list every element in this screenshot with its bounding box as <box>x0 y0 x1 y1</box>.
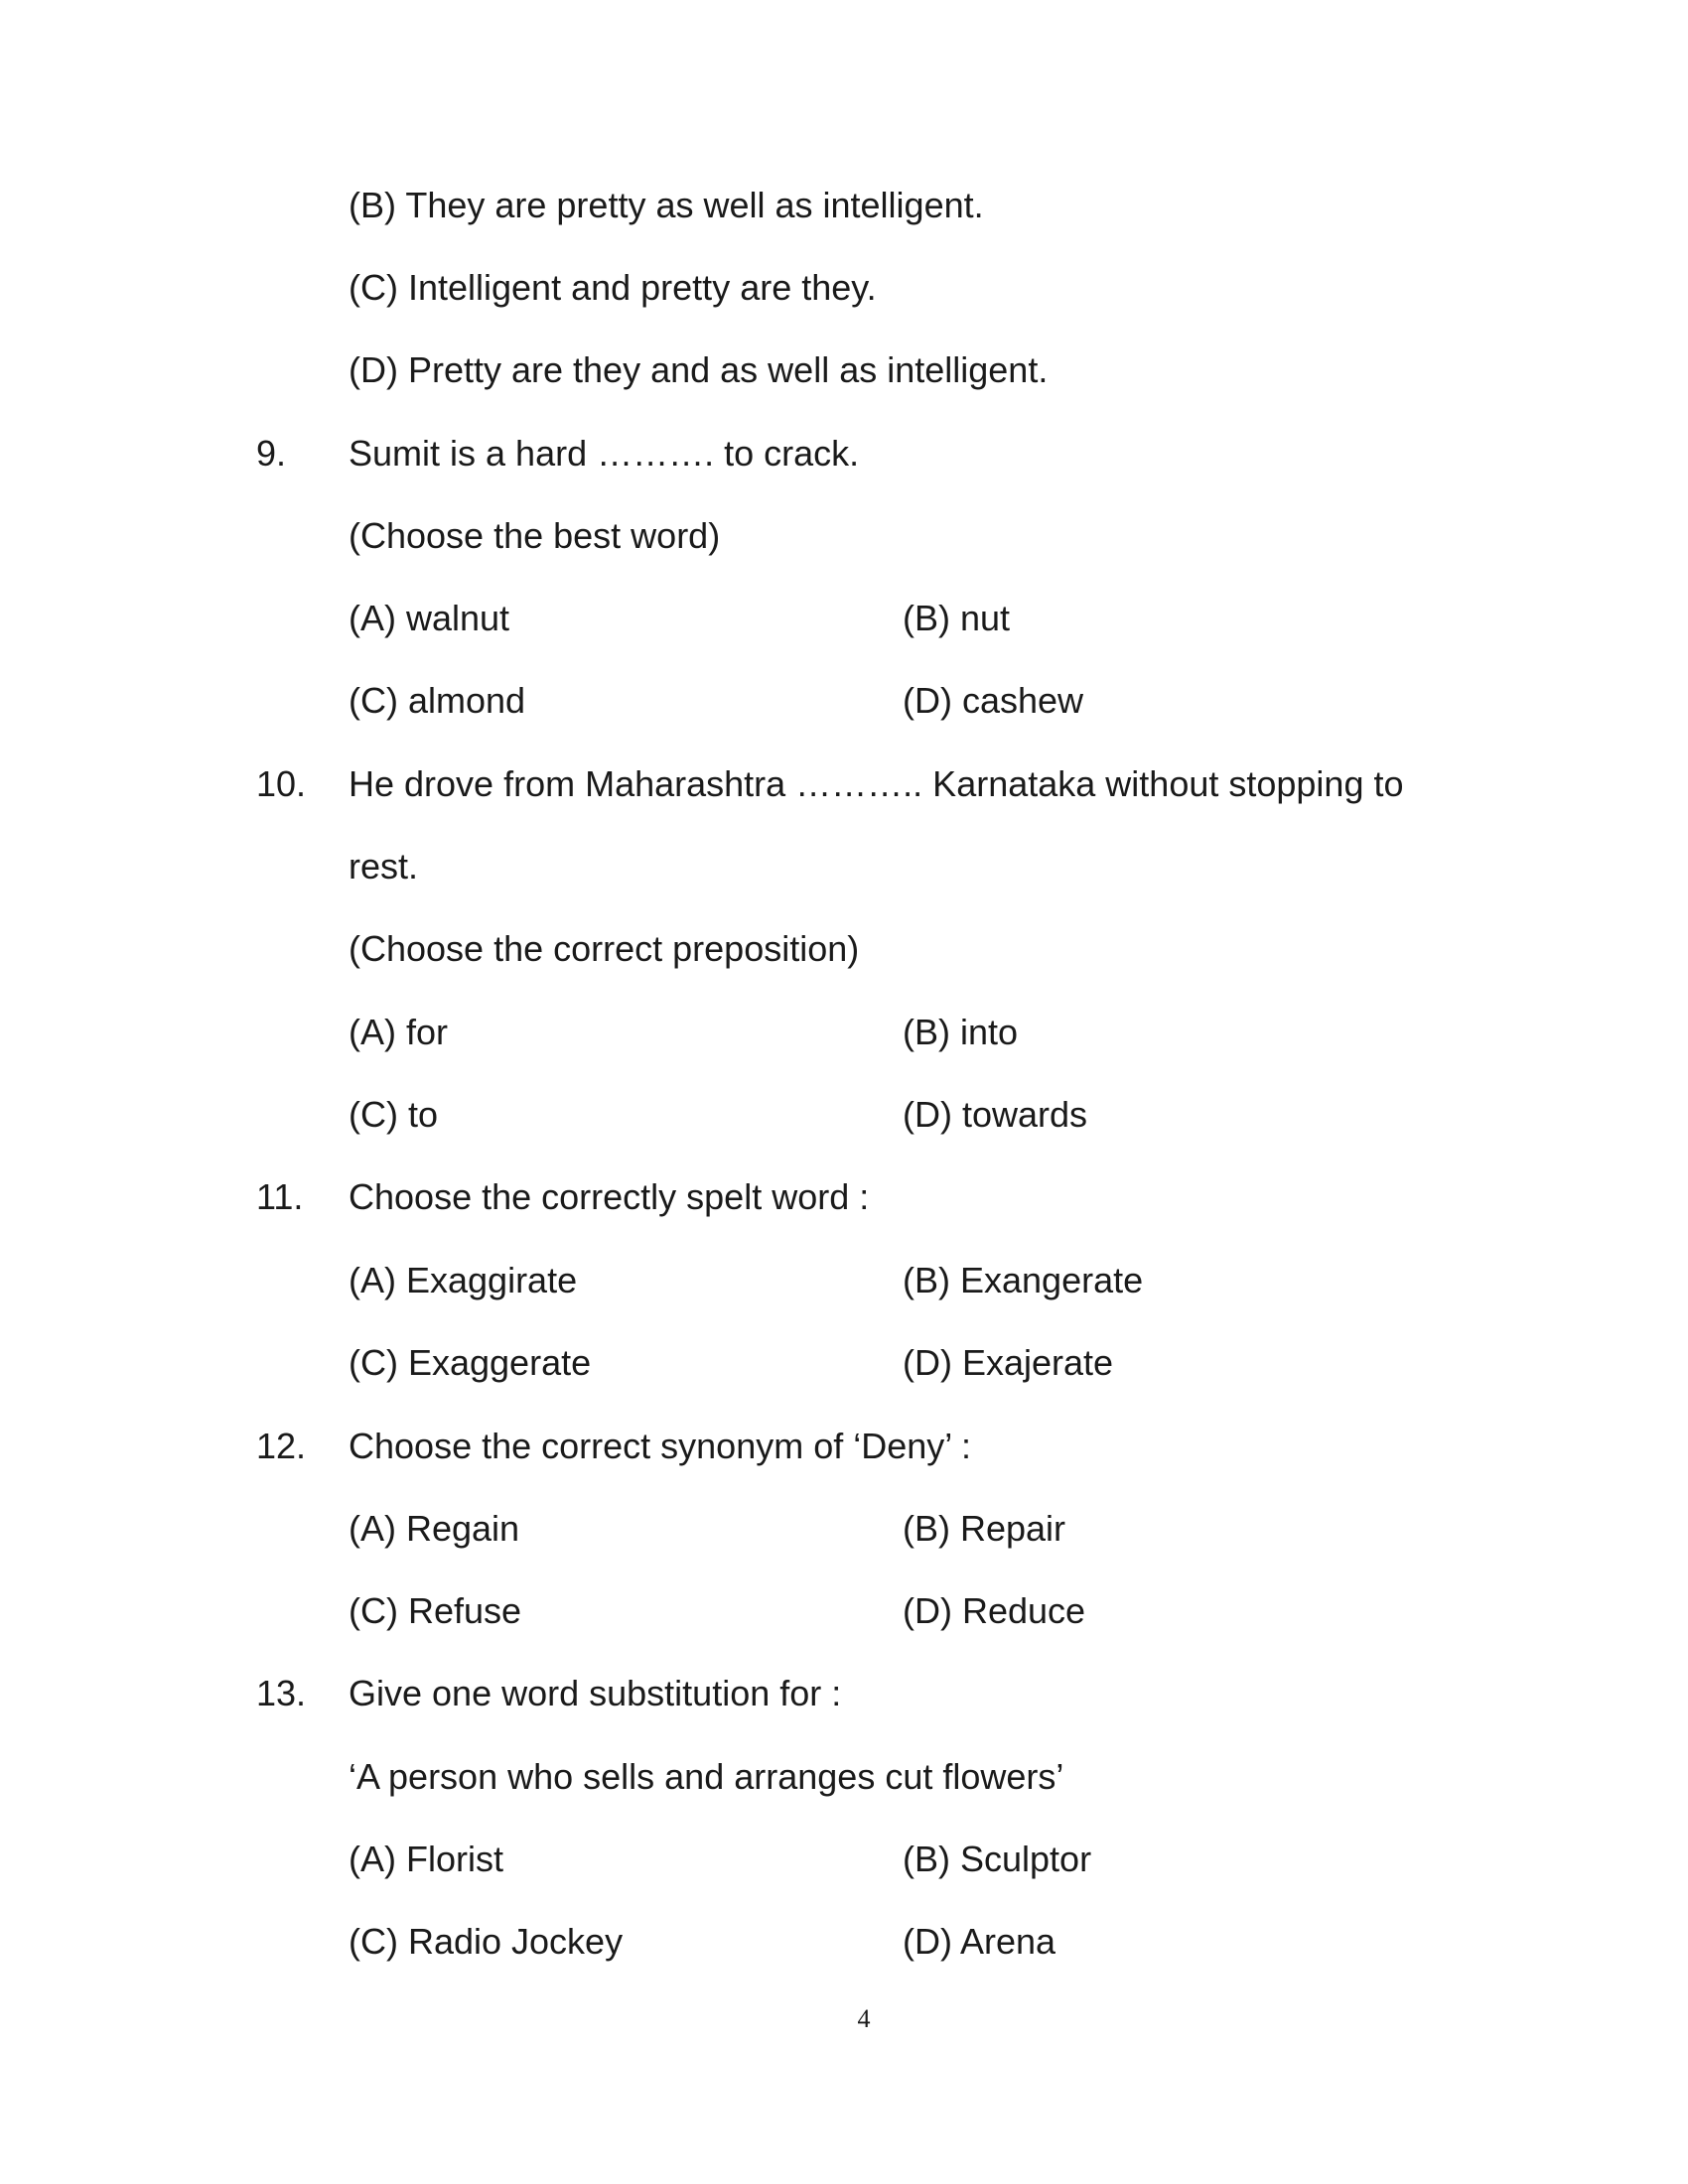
question-stem: Sumit is a hard ………. to crack. <box>349 433 860 474</box>
question-instruction: ‘A person who sells and arranges cut flowers’ <box>349 1756 1064 1797</box>
option-d: (D) Exajerate <box>903 1342 1114 1383</box>
option-a: (A) Exaggirate <box>349 1260 578 1300</box>
option-b: (B) Repair <box>903 1508 1066 1549</box>
option-c: (C) to <box>349 1094 438 1135</box>
question-instruction: (Choose the correct preposition) <box>349 928 860 969</box>
option-b: (B) nut <box>903 598 1011 638</box>
option-a: (A) walnut <box>349 598 510 638</box>
option-d: (D) towards <box>903 1094 1088 1135</box>
question-stem: Give one word substitution for : <box>349 1673 842 1713</box>
question-number: 12. <box>256 1426 307 1466</box>
option-a: (A) for <box>349 1012 449 1052</box>
question-number: 10. <box>256 763 307 804</box>
option-a: (A) Regain <box>349 1508 520 1549</box>
option-c: (C) Refuse <box>349 1590 522 1631</box>
question-stem-continued: rest. <box>349 846 419 887</box>
option-d: (D) Arena <box>903 1921 1056 1962</box>
question-number: 11. <box>256 1176 304 1217</box>
question-number: 13. <box>256 1673 307 1713</box>
option-b: (B) They are pretty as well as intelligent. <box>349 185 984 225</box>
option-d: (D) Pretty are they and as well as intelligent. <box>349 349 1049 390</box>
question-stem: Choose the correct synonym of ‘Deny’ : <box>349 1426 971 1466</box>
question-stem: He drove from Maharashtra ……….. Karnataka without stopping to <box>349 763 1404 804</box>
option-b: (B) Sculptor <box>903 1839 1092 1879</box>
page-number: 4 <box>857 2004 871 2033</box>
option-b: (B) Exangerate <box>903 1260 1144 1300</box>
option-d: (D) cashew <box>903 680 1084 721</box>
option-c: (C) Intelligent and pretty are they. <box>349 267 877 308</box>
question-number: 9. <box>256 433 287 474</box>
question-stem: Choose the correctly spelt word : <box>349 1176 870 1217</box>
option-b: (B) into <box>903 1012 1019 1052</box>
option-a: (A) Florist <box>349 1839 503 1879</box>
option-d: (D) Reduce <box>903 1590 1086 1631</box>
question-instruction: (Choose the best word) <box>349 515 721 556</box>
option-c: (C) Exaggerate <box>349 1342 592 1383</box>
option-c: (C) almond <box>349 680 526 721</box>
option-c: (C) Radio Jockey <box>349 1921 624 1962</box>
